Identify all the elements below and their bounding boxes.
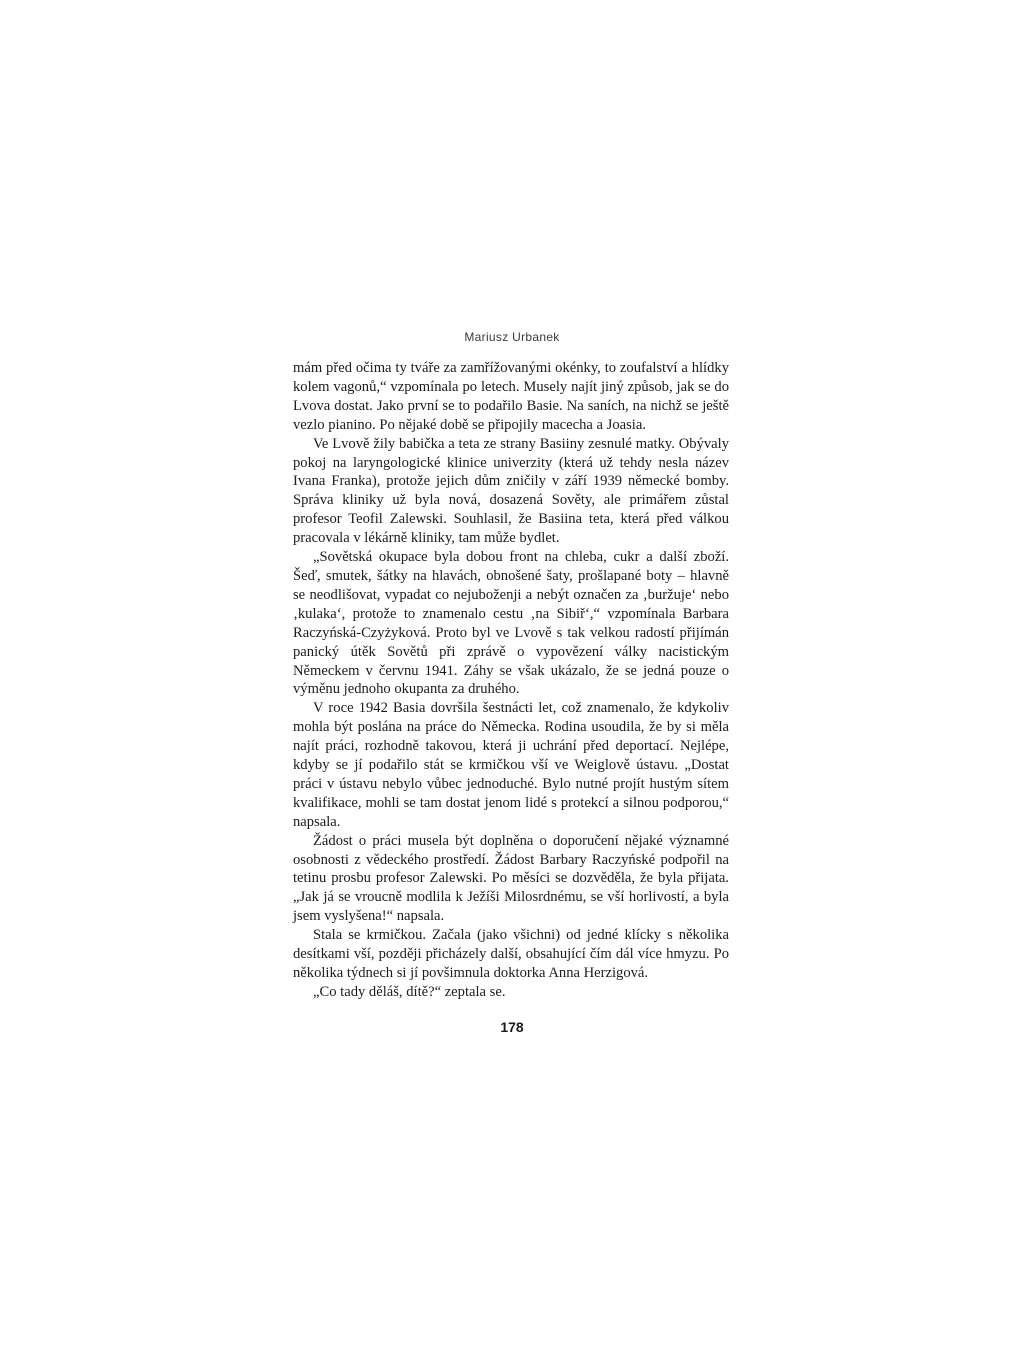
paragraph-continued: mám před očima ty tváře za zamřížovanými okénky, to zoufalství a hlídky kolem vagonů,“ vzpomínala po letech. Musely najít jiný způsob, jak se do Lvova dostat. Jako první se to podařilo Basie. Na saních, na nichž se ještě vezlo pianino. Po nějaké době se připojily macecha a Joasia.: [293, 360, 729, 433]
paragraph: V roce 1942 Basia dovršila šestnácti let, což znamenalo, že kdykoliv mohla být poslána na práce do Německa. Rodina usoudila, že by si měla najít práci, rozhodně takovou, která ji uchrání před deportací. Nejlépe, kdyby se jí podařilo stát se krmičkou vší ve Weiglově ústavu. „Dostat práci v ústavu nebylo vůbec jednoduché. Bylo nutné projít hustým sítem kvalifikace, mohli se tam dostat jenom lidé s protekcí a silnou podporou,“ napsala.: [293, 700, 729, 830]
paragraph: Ve Lvově žily babička a teta ze strany Basiiny zesnulé matky. Obývaly pokoj na laryngologické klinice univerzity (která už tehdy nesla název Ivana Franka), protože jejich dům zničily v září 1939 německé bomby. Správa kliniky už byla nová, dosazená Sověty, ale primářem zůstal profesor Teofil Zalewski. Souhlasil, že Basiina teta, která před válkou pracovala v lékárně kliniky, tam může bydlet.: [293, 435, 729, 547]
paragraph: Žádost o práci musela být doplněna o doporučení nějaké významné osobnosti z vědeckého prostředí. Žádost Barbary Raczyńské podpořil na tetinu prosbu profesor Zalewski. Po měsíci se dozvěděla, že byla přijata. „Jak já se vroucně modlila k Ježíši Milosrdnému, se vší horlivostí, a byla jsem vyslyšena!“ napsala.: [293, 832, 729, 925]
running-head-author: Mariusz Urbanek: [464, 330, 560, 344]
paragraph: „Sovětská okupace byla dobou front na chleba, cukr a další zboží. Šeď, smutek, šátky na hlavách, obnošené šaty, prošlapané boty – hlavně se neodlišovat, vypadat co nejuboženji a nebýt označen za ‚buržuje‘ nebo ‚kulaka‘, protože to znamenalo cestu ‚na Sibiř‘,“ vzpomínala Barbara Raczyńská-Czyżyková. Proto byl ve Lvově s tak velkou radostí přijímán panický útěk Sovětů při zprávě o vypovězení války nacistickým Německem v červnu 1941. Záhy se však ukázalo, že se jedná pouze o výměnu jednoho okupanta za druhého.: [293, 549, 729, 698]
page-number: 178: [500, 1019, 524, 1035]
paragraph: Stala se krmičkou. Začala (jako všichni) od jedné klícky s několika desítkami vší, později přicházely další, obsahující čím dál více hmyzu. Po několika týdnech si jí povšimnula doktorka Anna Herzigová.: [293, 927, 729, 981]
body-text: [293, 359, 729, 1002]
paragraph: „Co tady děláš, dítě?“ zeptala se.: [313, 983, 506, 1000]
